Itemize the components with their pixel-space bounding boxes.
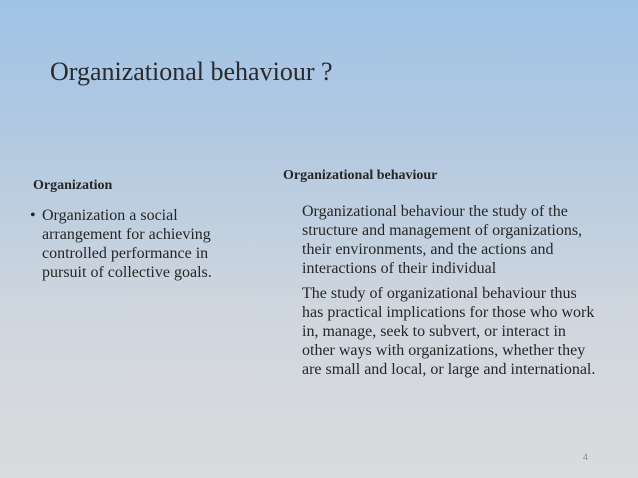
page-number: 4 xyxy=(583,452,589,462)
bullet-icon: • xyxy=(30,207,36,224)
right-column-heading: Organizational behaviour xyxy=(283,168,438,183)
paragraph-implications: The study of organizational behaviour thus has practical implications for those who work in, manage, seek to subvert, or interact in other ways with organizations, whether they are small and local, or large and international. xyxy=(302,285,596,378)
bullet-text: Organization a social arrangement for achieving controlled performance in pursuit of collective goals. xyxy=(42,207,212,281)
slide-title: Organizational behaviour ? xyxy=(50,57,333,86)
left-column-body xyxy=(30,206,235,282)
left-column-heading: Organization xyxy=(33,178,113,193)
bullet-item xyxy=(30,206,235,282)
right-column-body xyxy=(302,202,602,385)
paragraph-definition: Organizational behaviour the study of the structure and management of organizations, their environments, and the actions and interactions of their individual xyxy=(302,203,583,277)
